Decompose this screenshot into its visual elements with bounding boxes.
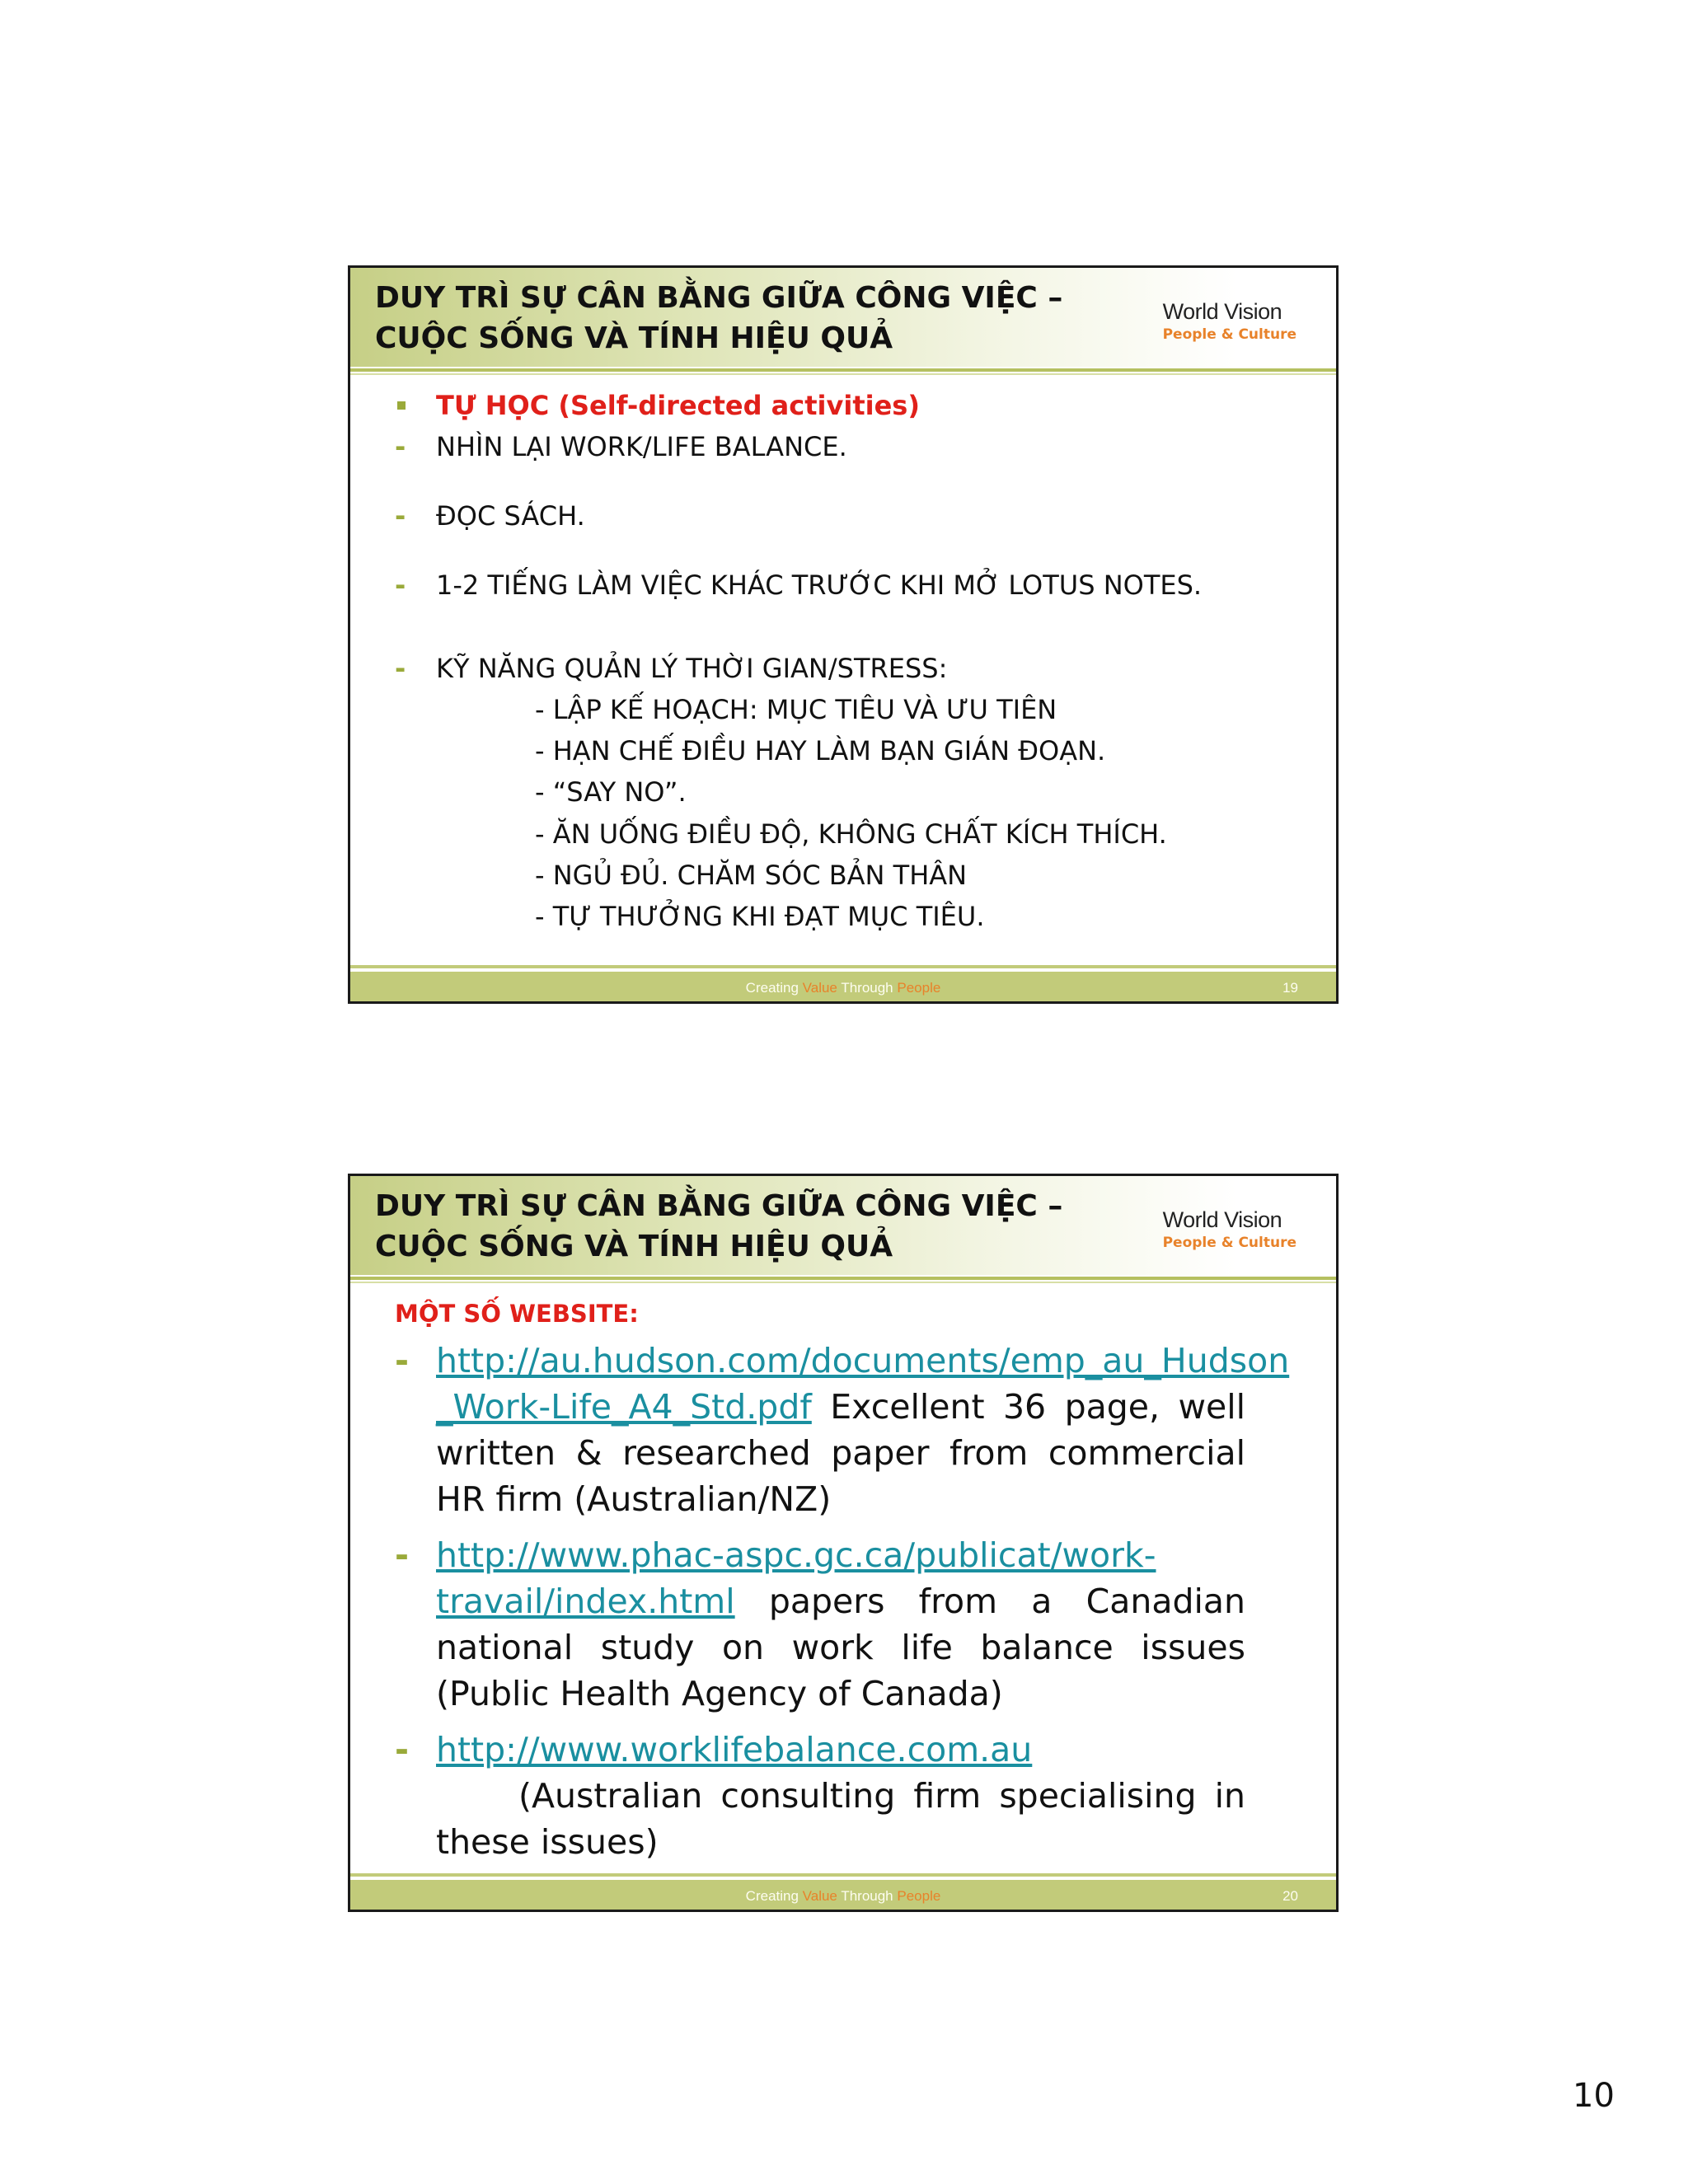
- footer-tagline: [350, 980, 1336, 996]
- title-line-2: CUỘC SỐNG VÀ TÍNH HIỆU QUẢ: [375, 321, 893, 355]
- tagline-word: Through: [841, 1888, 893, 1904]
- logo-main-text: World Vision: [1162, 1207, 1282, 1232]
- slide-number: 20: [1282, 1888, 1298, 1904]
- tagline-word: Creating: [745, 1888, 799, 1904]
- sub-item: - NGỦ ĐỦ. CHĂM SÓC BẢN THÂN: [535, 860, 968, 891]
- tagline-word: Value: [802, 980, 837, 996]
- website-item: [395, 1532, 1245, 1717]
- website-description: Excellent 36 page, well written & researched paper from commercial HR firm (Australian/NZ): [436, 1387, 1245, 1519]
- list-item-text: 1-2 TIẾNG LÀM VIỆC KHÁC TRƯỚC KHI MỞ LOTUS NOTES.: [436, 569, 1203, 601]
- sub-item: - HẠN CHẾ ĐIỀU HAY LÀM BẠN GIÁN ĐOẠN.: [535, 735, 1106, 766]
- sub-item: - LẬP KẾ HOẠCH: MỤC TIÊU VÀ ƯU TIÊN: [535, 694, 1057, 725]
- tagline-word: Creating: [745, 980, 799, 996]
- tagline-word: People: [897, 980, 941, 996]
- sub-item: - “SAY NO”.: [535, 776, 687, 808]
- list-item-text: NHÌN LẠI WORK/LIFE BALANCE.: [436, 431, 847, 462]
- website-link[interactable]: _Work-Life_A4_Std.pdf: [436, 1387, 812, 1427]
- tagline-word: People: [897, 1888, 941, 1904]
- dash-bullet-icon: -: [395, 569, 406, 601]
- slide-20: [348, 1174, 1339, 1912]
- logo-sub-text: People & Culture: [1162, 326, 1296, 343]
- title-line-1: DUY TRÌ SỰ CÂN BẰNG GIỮA CÔNG VIỆC –: [375, 281, 1063, 315]
- dash-bullet-icon: -: [395, 653, 406, 684]
- square-bullet-icon: [397, 401, 406, 410]
- sub-item: - TỰ THƯỞNG KHI ĐẠT MỤC TIÊU.: [535, 901, 985, 932]
- footer-divider: [350, 1873, 1336, 1877]
- header-divider-thin: [350, 373, 1336, 375]
- dash-bullet-icon: -: [395, 500, 406, 532]
- dash-bullet-icon: -: [395, 1535, 410, 1575]
- logo-main-text: World Vision: [1162, 299, 1282, 324]
- website-description: (Australian consulting firm specialising in these issues): [436, 1776, 1245, 1862]
- header-divider: [350, 368, 1336, 372]
- tagline-word: Value: [802, 1888, 837, 1904]
- slide-19: [348, 265, 1339, 1004]
- website-link[interactable]: http://www.phac-aspc.gc.ca/publicat/work-: [436, 1535, 1156, 1575]
- title-line-2: CUỘC SỐNG VÀ TÍNH HIỆU QUẢ: [375, 1230, 893, 1263]
- slide-title: [375, 1186, 1062, 1267]
- header-divider: [350, 1277, 1336, 1280]
- website-description: papers from a Canadian national study on work life balance issues (Public Health Agency of Canada): [436, 1582, 1245, 1713]
- website-link[interactable]: travail/index.html: [436, 1582, 735, 1621]
- website-item: [395, 1338, 1290, 1522]
- logo-sub-text: People & Culture: [1162, 1235, 1296, 1251]
- website-link[interactable]: http://au.hudson.com/documents/emp_au_Hudson: [436, 1341, 1290, 1380]
- section-heading: TỰ HỌC (Self-directed activities): [436, 390, 920, 421]
- slide-title: [375, 278, 1062, 359]
- dash-bullet-icon: -: [395, 1341, 410, 1380]
- sub-item: - ĂN UỐNG ĐIỀU ĐỘ, KHÔNG CHẤT KÍCH THÍCH.: [535, 818, 1167, 850]
- header-divider-thin: [350, 1282, 1336, 1283]
- slide-body: [395, 1300, 1290, 1862]
- world-vision-logo: [1163, 299, 1296, 343]
- page-number: 10: [1573, 2077, 1615, 2115]
- footer-divider: [350, 965, 1336, 968]
- dash-bullet-icon: -: [395, 1730, 410, 1769]
- section-heading: MỘT SỐ WEBSITE:: [395, 1300, 639, 1328]
- list-item-text: ĐỌC SÁCH.: [436, 500, 585, 532]
- title-line-1: DUY TRÌ SỰ CÂN BẰNG GIỮA CÔNG VIỆC –: [375, 1189, 1063, 1223]
- dash-bullet-icon: -: [395, 431, 406, 462]
- tagline-word: Through: [841, 980, 893, 996]
- footer-tagline: [350, 1888, 1336, 1905]
- world-vision-logo: [1163, 1207, 1296, 1251]
- website-link[interactable]: http://www.worklifebalance.com.au: [436, 1730, 1033, 1769]
- list-item-text: KỸ NĂNG QUẢN LÝ THỜI GIAN/STRESS:: [436, 653, 948, 684]
- slide-number: 19: [1282, 980, 1298, 996]
- website-item: [395, 1727, 1245, 1865]
